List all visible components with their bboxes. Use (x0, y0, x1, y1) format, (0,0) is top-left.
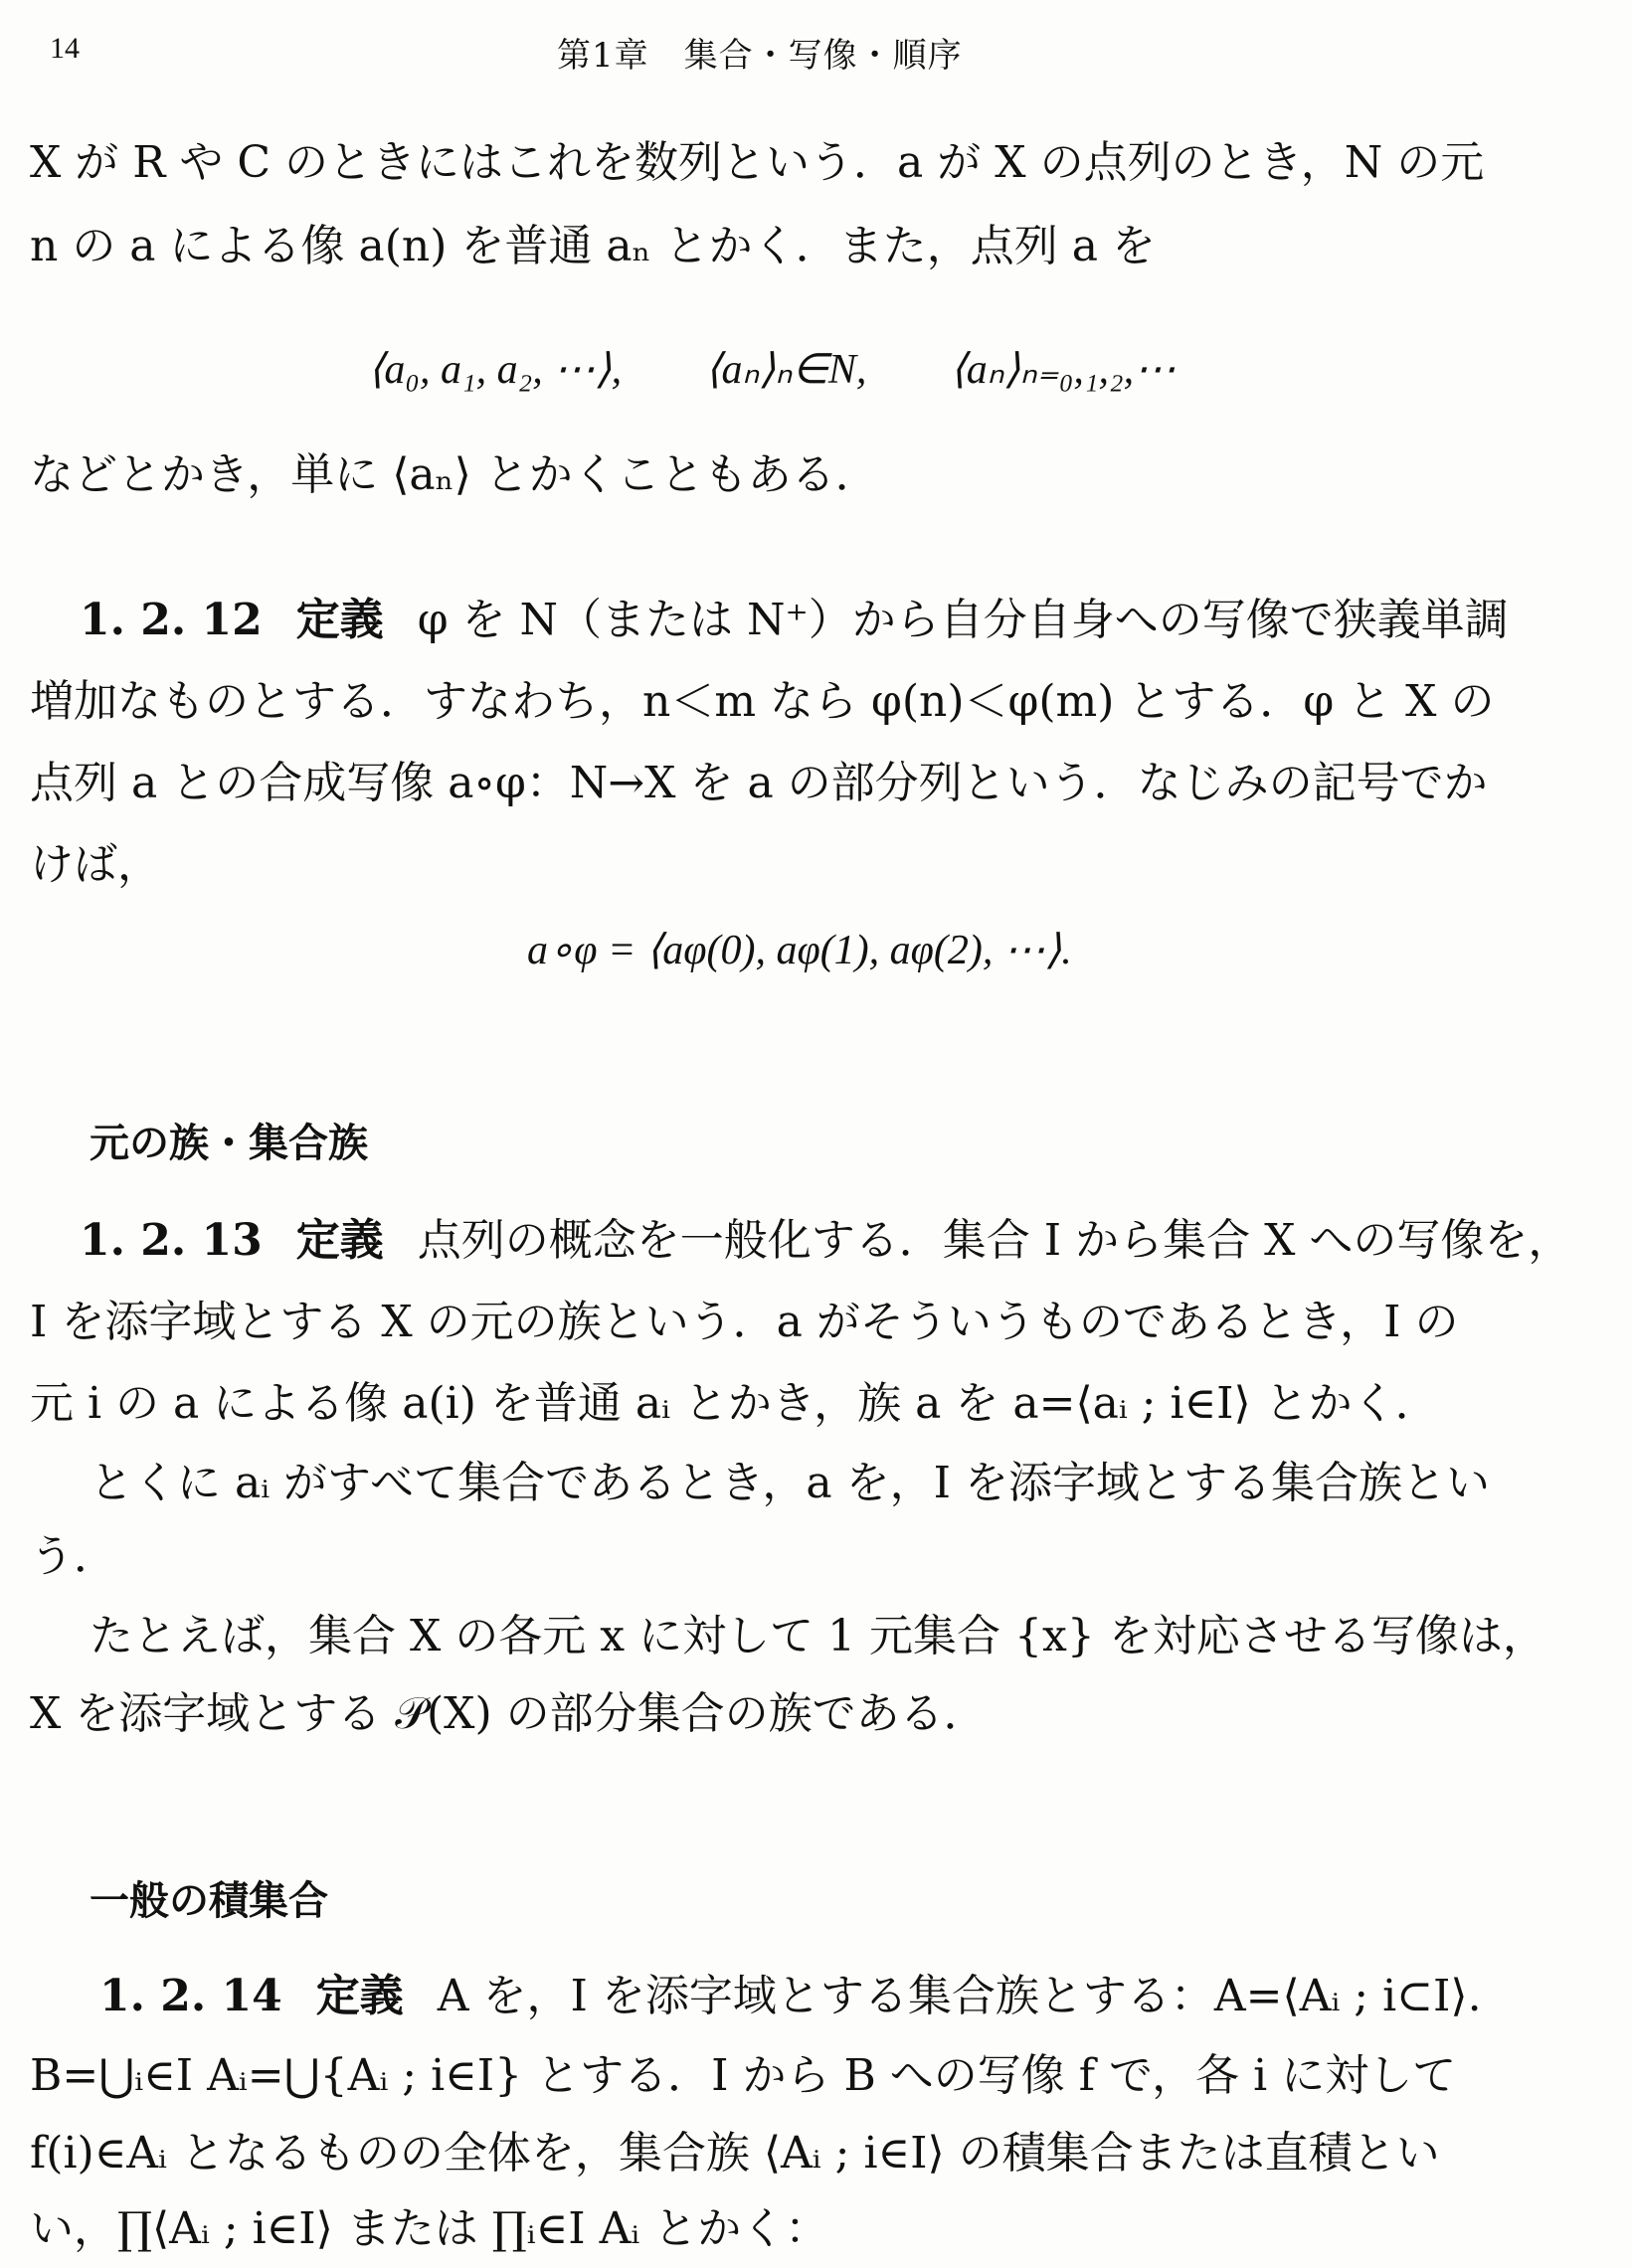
running-title: 第1章 集合・写像・順序 (557, 36, 963, 76)
definition-1-2-12-line4: けば， (30, 839, 161, 890)
definition-1-2-13-line5: う． (30, 1531, 117, 1582)
definition-1-2-14-line2: B=⋃ᵢ∈I Aᵢ=⋃{Aᵢ ; i∈I} とする．I から B への写像 f で，各 i に対して (30, 2050, 1457, 2101)
sequence-notation-equation: ⟨a₀, a₁, a₂, ⋯⟩, ⟨aₙ⟩ₙ∈N, ⟨aₙ⟩ₙ₌₀,₁,₂,⋯ (368, 347, 1177, 393)
definition-1-2-14-line4: い，∏⟨Aᵢ ; i∈I⟩ または ∏ᵢ∈I Aᵢ とかく： (30, 2203, 829, 2254)
definition-number: 1. 2. 12 (80, 595, 263, 645)
definition-1-2-12-line2: 増加なものとする．すなわち，n＜m なら φ(n)＜φ(m) とする．φ と X の (30, 676, 1495, 727)
definition-1-2-14-line3: f(i)∈Aᵢ となるものの全体を，集合族 ⟨Aᵢ ; i∈I⟩ の積集合または直積とい (30, 2128, 1440, 2179)
definition-1-2-13-line7: X を添字域とする 𝒫(X) の部分集合の族である． (30, 1688, 988, 1739)
page-header (0, 20, 1632, 80)
definition-text: 点列の概念を一般化する．集合 I から集合 X への写像を， (417, 1215, 1572, 1266)
definition-text: A を，I を添字域とする集合族とする：A=⟨Aᵢ ; i⊂I⟩. (437, 1971, 1482, 2021)
definition-1-2-12-line3: 点列 a との合成写像 a∘φ：N→X を a の部分列という．なじみの記号でか (30, 758, 1488, 808)
definition-1-2-13-line6: たとえば，集合 X の各元 x に対して 1 元集合 {x} を対応させる写像は， (90, 1611, 1546, 1661)
para1-line3: などとかき，単に ⟨aₙ⟩ とかくこともある． (30, 449, 879, 500)
definition-1-2-13-line2: I を添字域とする X の元の族という．a がそういうものであるとき，I の (30, 1297, 1459, 1347)
definition-1-2-13-line1 (80, 1215, 1571, 1268)
definition-label: 定義 (295, 595, 384, 645)
definition-1-2-12-line1 (80, 595, 1509, 647)
para1-line2: n の a による像 a(n) を普通 aₙ とかく．また，点列 a を (30, 221, 1156, 271)
definition-number: 1. 2. 14 (99, 1971, 282, 2021)
definition-1-2-13-line3: 元 i の a による像 a(i) を普通 aᵢ とかき，族 a を a=⟨aᵢ ; i∈I⟩ とかく． (30, 1378, 1439, 1429)
para1-line1: X が R や C のときにはこれを数列という．a が X の点列のとき，N の元 (30, 137, 1485, 188)
section-heading-families: 元の族・集合族 (90, 1120, 368, 1166)
definition-label: 定義 (295, 1215, 384, 1266)
definition-1-2-14-line1 (99, 1971, 1482, 2023)
definition-number: 1. 2. 13 (80, 1215, 263, 1266)
page-number: 14 (50, 32, 80, 65)
subsequence-equation: a∘φ = ⟨aφ(0), aφ(1), aφ(2), ⋯⟩. (527, 928, 1072, 973)
section-heading-general-product: 一般の積集合 (90, 1877, 328, 1924)
definition-text: φ を N（または N⁺）から自分自身への写像で狭義単調 (417, 595, 1509, 645)
definition-label: 定義 (315, 1971, 404, 2021)
definition-1-2-13-line4: とくに aᵢ がすべて集合であるとき，a を，I を添字域とする集合族とい (90, 1458, 1490, 1508)
